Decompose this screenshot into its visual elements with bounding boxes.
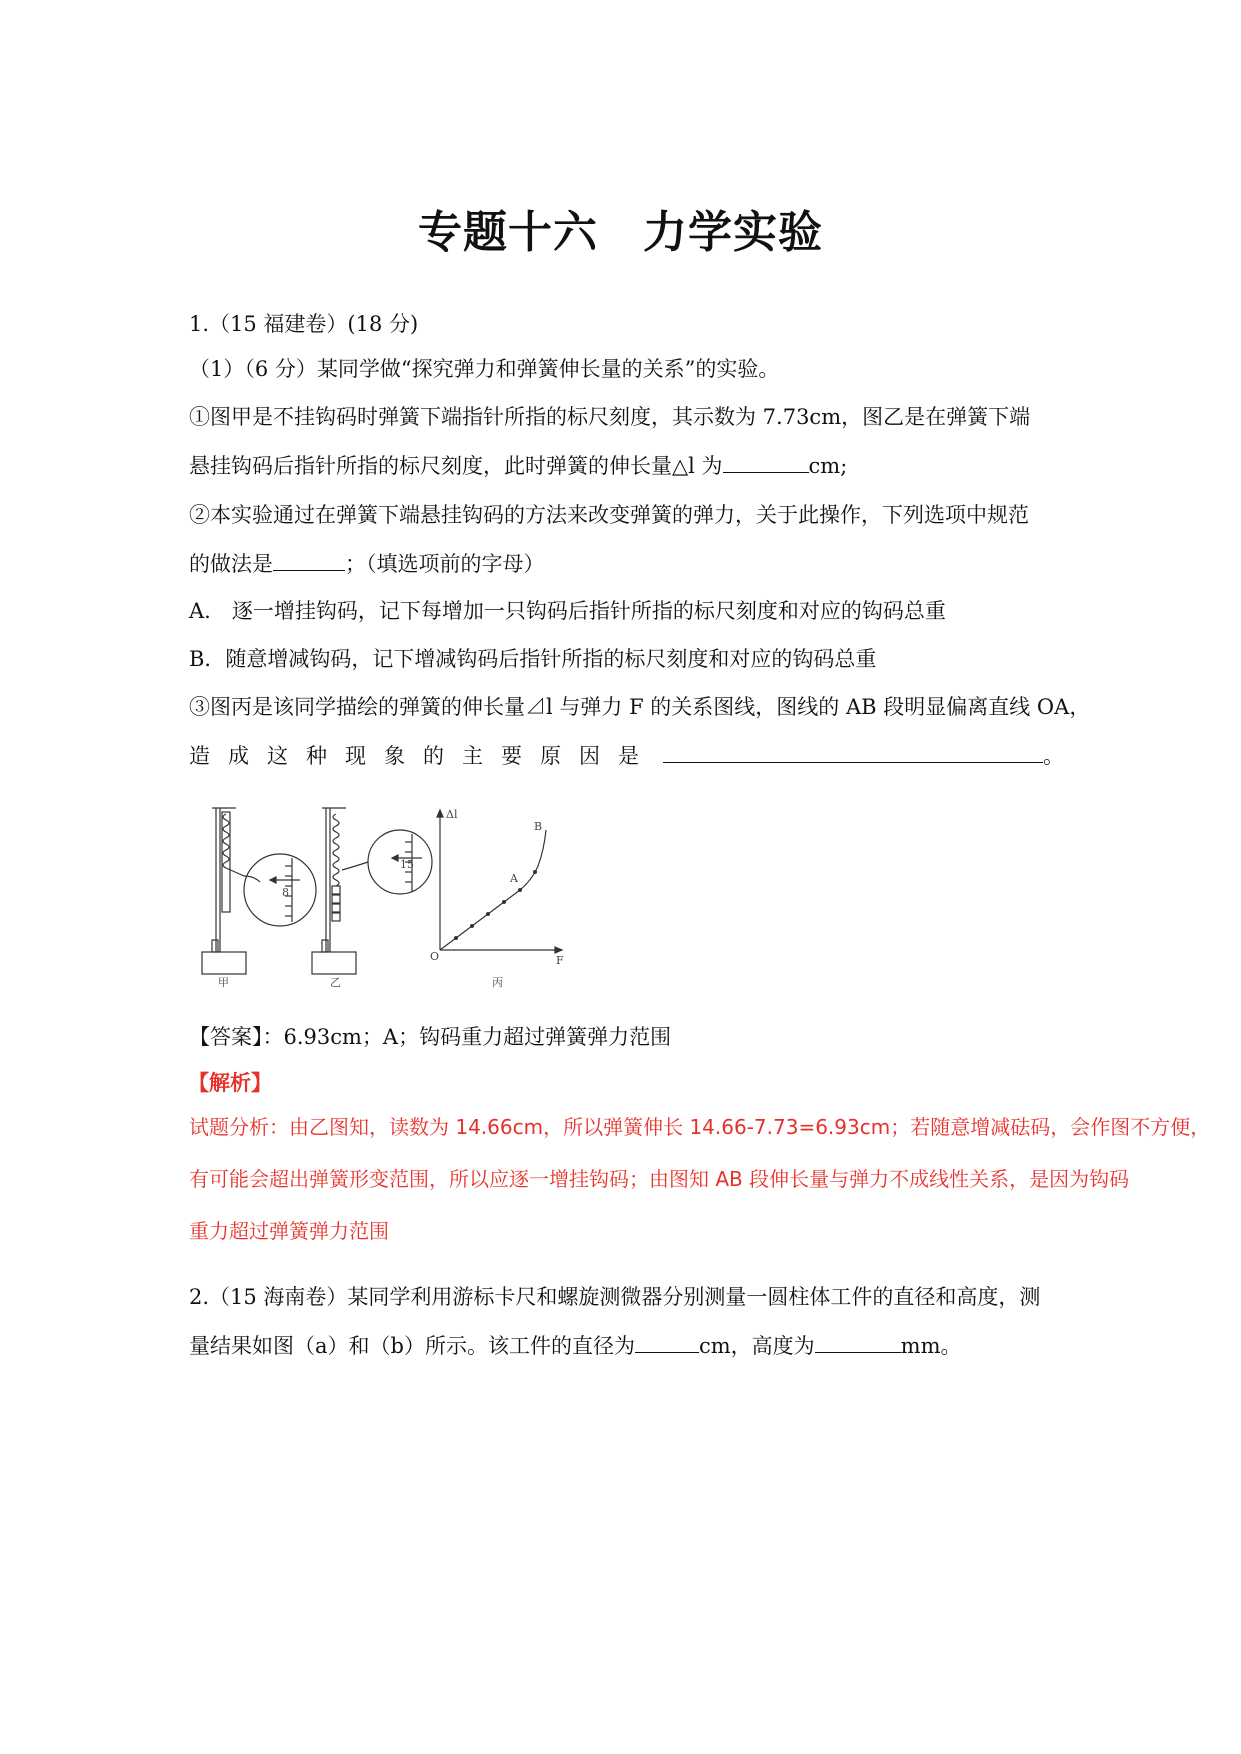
figure-label-jia: 甲 xyxy=(218,976,229,989)
graph-x-axis-label: F xyxy=(556,954,564,967)
figure-label-yi: 乙 xyxy=(330,976,341,989)
graph-origin-label: O xyxy=(430,950,440,963)
q1-statement-3a: ③图丙是该同学描绘的弹簧的伸长量⊿l 与弹力 F 的关系图线，图线的 AB 段明显偏离直线 OA， xyxy=(189,695,1091,719)
answer-blank-2 xyxy=(273,548,345,571)
q1-option-a: A. 逐一增挂钩码，记下每增加一只钩码后指针所指的标尺刻度和对应的钩码总重 xyxy=(189,599,946,623)
q1-figure xyxy=(200,800,640,990)
q1-statement-3b-text: 造成这种现象的主要原因是 xyxy=(189,744,657,768)
analysis-line-2: 有可能会超出弹簧形变范围，所以应逐一增挂钩码；由图知 AB 段伸长量与弹力不成线性关系，是因为钩码 xyxy=(189,1167,1130,1191)
analysis-line-1: 试题分析：由乙图知，读数为 14.66cm，所以弹簧伸长 14.66-7.73=6.93cm；若随意增减砝码，会作图不方便， xyxy=(189,1115,1211,1139)
q1-statement-1b xyxy=(189,450,847,481)
graph-y-axis-label: Δl xyxy=(446,808,458,821)
graph-point xyxy=(454,936,458,940)
scale-reading-yi: 15 xyxy=(400,858,414,871)
q1-statement-2b-hint: ；（填选项前的字母） xyxy=(345,552,545,576)
answer-blank-1 xyxy=(723,450,809,473)
graph-point xyxy=(470,924,474,928)
q2-line-1: 2.（15 海南卷）某同学利用游标卡尺和螺旋测微器分别测量一圆柱体工件的直径和高度，测 xyxy=(189,1285,1041,1309)
graph-point-a-label: A xyxy=(510,872,518,885)
apparatus-yi xyxy=(312,808,432,974)
graph-point xyxy=(518,888,522,892)
graph-point xyxy=(502,900,506,904)
figure-label-bing: 丙 xyxy=(492,976,503,989)
q1-option-b: B．随意增减钩码，记下增减钩码后指针所指的标尺刻度和对应的钩码总重 xyxy=(189,647,877,671)
q1-figure-drawing xyxy=(200,800,640,990)
q1-statement-2a: ②本实验通过在弹簧下端悬挂钩码的方法来改变弹簧的弹力，关于此操作，下列选项中规范 xyxy=(189,503,1029,527)
graph-bing xyxy=(437,810,562,953)
q1-statement-2b xyxy=(189,548,545,579)
q1-statement-1a: ①图甲是不挂钩码时弹簧下端指针所指的标尺刻度，其示数为 7.73cm，图乙是在弹簧下端 xyxy=(189,405,1031,429)
q2-line-2-text: 量结果如图（a）和（b）所示。该工件的直径为 xyxy=(189,1334,635,1358)
answer-blank-height xyxy=(815,1330,901,1353)
q1-header: 1.（15 福建卷）(18 分) xyxy=(189,312,419,336)
q2-line-2-unit: mm。 xyxy=(900,1334,962,1358)
analysis-heading: 【解析】 xyxy=(188,1071,272,1095)
q2-line-2-mid: cm，高度为 xyxy=(698,1334,815,1358)
page-title: 专题十六 力学实验 xyxy=(418,207,823,258)
apparatus-jia xyxy=(202,808,316,974)
graph-point xyxy=(486,912,490,916)
answer-blank-diameter xyxy=(635,1330,699,1353)
q1-statement-2b-text: 的做法是 xyxy=(189,552,273,576)
q1-statement-1b-unit: cm; xyxy=(808,454,848,478)
q1-statement-3b xyxy=(189,740,1064,771)
analysis-line-3: 重力超过弹簧弹力范围 xyxy=(189,1219,389,1243)
q1-answer: 【答案】：6.93cm；A；钩码重力超过弹簧弹力范围 xyxy=(189,1025,672,1049)
q1-statement-1b-text: 悬挂钩码后指针所指的标尺刻度，此时弹簧的伸长量△l 为 xyxy=(189,454,723,478)
graph-point-b-label: B xyxy=(534,820,543,833)
scale-reading-jia: 8 xyxy=(282,886,289,899)
q1-part1: （1）（6 分）某同学做“探究弹力和弹簧伸长量的关系”的实验。 xyxy=(189,357,780,381)
q2-line-2 xyxy=(189,1330,961,1361)
q1-statement-3b-end: 。 xyxy=(1043,744,1064,768)
answer-blank-3 xyxy=(663,740,1043,763)
graph-point xyxy=(533,870,537,874)
